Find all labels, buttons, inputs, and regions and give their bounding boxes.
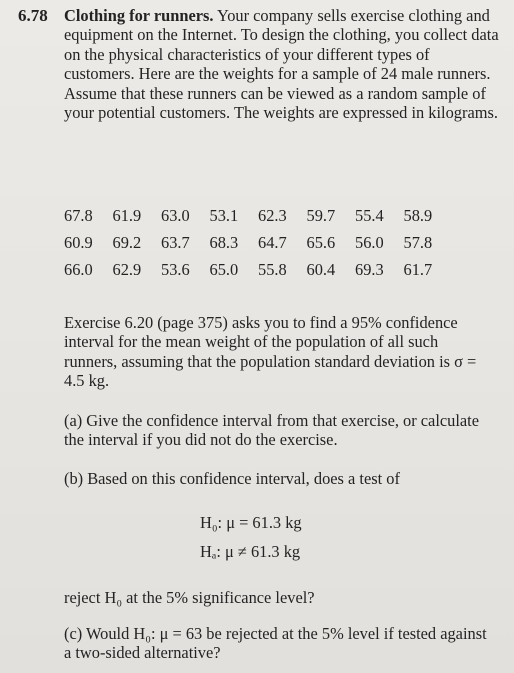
weight-value: 66.0 bbox=[64, 260, 93, 279]
part-c: (c) Would H₀: μ = 63 be rejected at the 5% level if tested against a two-sided alternative? bbox=[64, 624, 487, 663]
part-b: (b) Based on this confidence interval, does a test of bbox=[64, 469, 400, 488]
weight-value: 69.3 bbox=[355, 260, 384, 279]
weight-value: 63.0 bbox=[161, 206, 190, 225]
null-hypothesis: H₀: μ = 61.3 kg bbox=[200, 513, 302, 532]
weight-value: 55.8 bbox=[258, 260, 287, 279]
weight-value: 61.7 bbox=[403, 260, 433, 279]
weight-value: 64.7 bbox=[258, 233, 287, 252]
weight-value: 56.0 bbox=[355, 233, 384, 252]
weight-value: 65.6 bbox=[306, 233, 336, 252]
weight-value: 63.7 bbox=[161, 233, 190, 252]
reject-question: reject H₀ at the 5% significance level? bbox=[64, 588, 315, 607]
weight-value: 67.8 bbox=[64, 206, 93, 225]
exercise-reference-paragraph: Exercise 6.20 (page 375) asks you to find a 95% confidence interval for the mean weight of the population of all such runners, assuming that the population standard deviation is σ = 4.5 kg. bbox=[64, 313, 477, 391]
weight-value: 69.2 bbox=[112, 233, 142, 252]
weight-value: 59.7 bbox=[306, 206, 336, 225]
weight-value: 57.8 bbox=[403, 233, 433, 252]
weight-value: 58.9 bbox=[403, 206, 433, 225]
weight-value: 60.4 bbox=[306, 260, 336, 279]
weight-value: 65.0 bbox=[209, 260, 239, 279]
weights-row bbox=[64, 233, 452, 260]
weights-row bbox=[64, 206, 452, 233]
weights-row bbox=[64, 260, 452, 287]
weight-value: 55.4 bbox=[355, 206, 384, 225]
alternative-hypothesis: Hₐ: μ ≠ 61.3 kg bbox=[200, 542, 301, 561]
weight-value: 53.6 bbox=[161, 260, 190, 279]
weight-value: 68.3 bbox=[209, 233, 239, 252]
weight-value: 62.3 bbox=[258, 206, 287, 225]
weights-table bbox=[64, 206, 452, 287]
problem-title: Clothing for runners. bbox=[64, 6, 214, 25]
weight-value: 60.9 bbox=[64, 233, 93, 252]
problem-intro-text: Your company sells exercise clothing and equipment on the Internet. To design the clothing, you collect data on the physical characteristics of your different types of customers. Here are the weights for a sample of 24 male runners. Assume that these runners can be viewed as a random sample of your potential customers. The weights are expressed in kilograms. bbox=[64, 6, 499, 123]
problem-intro bbox=[64, 6, 504, 122]
weight-value: 61.9 bbox=[112, 206, 142, 225]
weight-value: 62.9 bbox=[112, 260, 142, 279]
part-a: (a) Give the confidence interval from that exercise, or calculate the interval if you did not do the exercise. bbox=[64, 411, 480, 450]
weight-value: 53.1 bbox=[209, 206, 239, 225]
problem-number: 6.78 bbox=[18, 6, 48, 25]
